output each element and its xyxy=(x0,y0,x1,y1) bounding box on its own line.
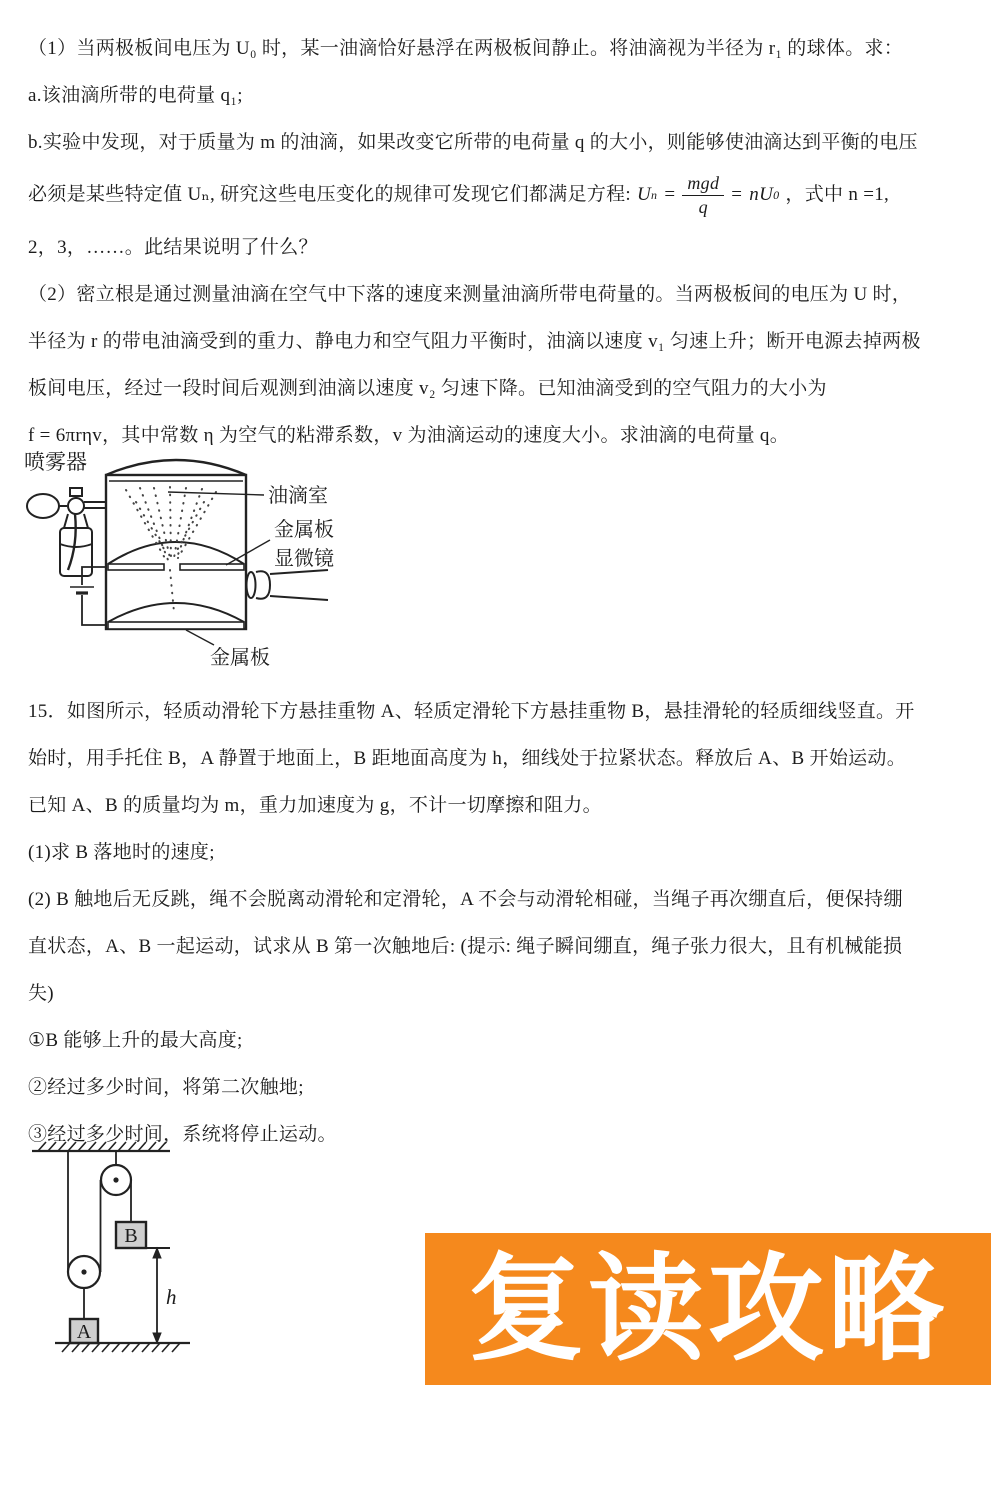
q15-line-5: (2) B 触地后无反跳，绳不会脱离动滑轮和定滑轮，A 不会与动滑轮相碰，当绳子再次绷直后，便保持绷 xyxy=(28,889,903,910)
bottle-tube xyxy=(68,514,76,570)
millikan-line-7: 半径为 r 的带电油滴受到的重力、静电力和空气阻力平衡时，油滴以速度 v₁ 匀速上升；断开电源去掉两极 xyxy=(28,331,921,352)
millikan-line-9: f = 6πrηv，其中常数 η 为空气的粘滞系数，v 为油滴运动的速度大小。求油滴的电荷量 q。 xyxy=(28,425,790,446)
microscope-label: 显微镜 xyxy=(274,548,334,570)
equation-rhs-subscript: 0 xyxy=(773,188,780,202)
promo-banner-text: 复读攻略 xyxy=(468,1244,948,1374)
bottle-liquid-level xyxy=(60,544,92,547)
upper-metal-plate xyxy=(108,564,244,570)
q15-line-10: ③经过多少时间，系统将停止运动。 xyxy=(28,1124,337,1145)
q15-line-2: 始时，用手托住 B，A 静置于地面上，B 距地面高度为 h，细线处于拉紧状态。释放后 A、B 开始运动。 xyxy=(28,748,907,769)
movable-pulley xyxy=(68,1256,100,1288)
metal-plate-top-label: 金属板 xyxy=(274,519,334,541)
ceiling xyxy=(32,1142,170,1151)
sprayer xyxy=(27,488,106,576)
voltage-equation xyxy=(637,166,779,224)
equation-fraction xyxy=(682,173,724,217)
block-a-label: A xyxy=(76,1321,92,1343)
chamber-body xyxy=(106,475,246,629)
height-label: h xyxy=(166,1285,177,1309)
block-b xyxy=(116,1222,146,1248)
fixed-pulley-axle xyxy=(113,1177,118,1182)
q15-line-8: ①B 能够上升的最大高度; xyxy=(28,1030,243,1051)
millikan-line-5: 2，3，……。此结果说明了什么？ xyxy=(28,237,318,258)
block-b-label: B xyxy=(124,1225,138,1247)
q15-line-6: 直状态，A、B 一起运动，试求从 B 第一次触地后: (提示: 绳子瞬间绷直，绳子张力很大，且有机械能损 xyxy=(28,936,903,957)
millikan-line-8: 板间电压，经过一段时间后观测到油滴以速度 v₂ 匀速下降。已知油滴受到的空气阻力的大小为 xyxy=(28,378,827,399)
q15-line-4: (1)求 B 落地时的速度; xyxy=(28,842,215,863)
q15-line-9: ②经过多少时间，将第二次触地; xyxy=(28,1077,304,1098)
chamber-dome xyxy=(106,460,246,475)
millikan-line-3: b.实验中发现，对于质量为 m 的油滴，如果改变它所带的电荷量 q 的大小，则能够使油滴达到平衡的电压 xyxy=(28,132,918,153)
millikan-line-4 xyxy=(28,166,980,224)
sprayer-valve xyxy=(68,498,84,514)
oil-mist xyxy=(126,487,216,612)
q15-line-1: 15．如图所示，轻质动滑轮下方悬挂重物 A、轻质定滑轮下方悬挂重物 B，悬挂滑轮的轻质细线竖直。开 xyxy=(28,701,915,722)
lower-lens-arc xyxy=(108,603,244,622)
equation-rhs: nU xyxy=(749,184,774,205)
equation-lhs-subscript: n xyxy=(651,188,658,202)
metal-plate-bottom-label: 金属板 xyxy=(210,647,270,669)
microscope xyxy=(247,570,329,600)
sprayer-bulb xyxy=(27,494,59,518)
fixed-pulley xyxy=(101,1165,131,1195)
promo-banner xyxy=(425,1233,991,1385)
equation-equals-1: = xyxy=(664,184,676,205)
oil-drop-apparatus-figure xyxy=(18,444,363,682)
question-15-block xyxy=(28,688,980,1158)
millikan-line-4-pre: 必须是某些特定值 Uₙ, 研究这些电压变化的规律可发现它们都满足方程: xyxy=(28,184,631,205)
millikan-line-1: （1）当两极板间电压为 U₀ 时，某一油滴恰好悬浮在两极板间静止。将油滴视为半径为 r₁ 的球体。求： xyxy=(28,38,904,59)
oil-chamber-label: 油滴室 xyxy=(268,485,328,507)
sprayer-valve-cap xyxy=(70,488,82,496)
pulley-figure xyxy=(20,1136,230,1376)
millikan-question-block xyxy=(28,25,980,459)
millikan-line-6: （2）密立根是通过测量油滴在空气中下落的速度来测量油滴所带电荷量的。当两极板间的电压为 U 时， xyxy=(28,284,912,305)
equation-equals-2: = xyxy=(731,184,743,205)
height-arrow xyxy=(153,1248,177,1343)
q15-line-3: 已知 A、B 的质量均为 m，重力加速度为 g，不计一切摩擦和阻力。 xyxy=(28,795,602,816)
equation-denominator: q xyxy=(698,196,708,217)
upper-lens-arc xyxy=(108,542,244,564)
sprayer-label: 喷雾器 xyxy=(24,450,87,474)
equation-lhs: U xyxy=(636,184,652,205)
movable-pulley-axle xyxy=(81,1269,86,1274)
block-a xyxy=(70,1319,98,1343)
ground xyxy=(55,1343,190,1352)
equation-numerator: mgd xyxy=(682,173,724,196)
q15-line-7: 失) xyxy=(28,983,54,1004)
millikan-line-2: a.该油滴所带的电荷量 q₁; xyxy=(28,85,243,106)
millikan-line-4-post: ，式中 n =1, xyxy=(785,184,890,205)
lower-metal-plate xyxy=(108,622,244,629)
